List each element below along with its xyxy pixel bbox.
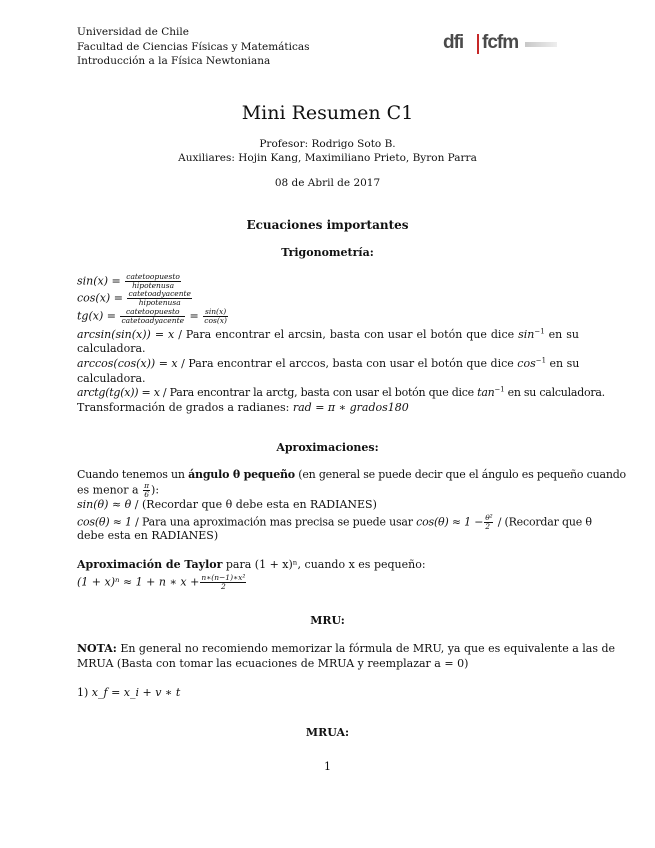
logo-dfi-text: dfi (443, 32, 464, 53)
subheading-mrua: MRUA: (305, 726, 350, 739)
formula-arctg: arctg(tg(x)) = x / Para encontrar la arctg, basta con usar el botón que dice $\tan^{-1}$ en su calculadora. (77, 385, 605, 399)
aprox-intro-cont: es menor a $\frac{\pi}{6}$ ): (77, 481, 160, 499)
formula-degrees-to-radians: Transformación de grados a radianes: rad = π ∗ grados180 (77, 401, 409, 414)
professor-line: Profesor: Rodrigo Soto B. (259, 138, 396, 150)
aprox-cos-cont: debe esta en RADIANES) (77, 529, 219, 542)
logo-faded-subtext (525, 42, 557, 47)
formula-arcsin-cont: calculadora. (77, 342, 146, 355)
formula-arccos: arccos(cos(x)) = x / Para encontrar el arccos, basta con usar el botón que dice $\cos^{-1}$ en su (77, 356, 580, 370)
logo-fcfm-text: fcfm (482, 32, 519, 53)
aprox-cos: cos(θ) ≈ 1 / Para una aproximación mas precisa se puede usar cos(θ) ≈ 1 − $\frac{\text{θ²}}{2}$ / (Recordar que θ (77, 513, 592, 531)
mru-note: NOTA: En general no recomiendo memorizar la fórmula de MRU, ya que es equivalente a las de (77, 642, 616, 655)
mru-note-cont: MRUA (Basta con tomar las ecuaciones de MRUA y reemplazar a = 0) (77, 657, 469, 670)
formula-arccos-cont: calculadora. (77, 372, 146, 385)
formula-cos: cos(x) = $\frac{\text{catetoadyacente}}{\text{hipotenusa}}$ (77, 289, 191, 307)
formula-sin: sin(x) = $\frac{\text{catetoopuesto}}{\text{hipotenusa}}$ (77, 272, 180, 290)
header-university: Universidad de Chile (77, 26, 189, 38)
logo-divider-bar (477, 34, 479, 54)
dfi-fcfm-logo (443, 32, 563, 58)
subheading-trigonometria: Trigonometría: (281, 246, 374, 259)
header-course: Introducción a la Física Newtoniana (77, 55, 271, 67)
header-faculty: Facultad de Ciencias Físicas y Matemáticas (77, 41, 310, 53)
page-title: Mini Resumen C1 (241, 102, 414, 124)
page-number: 1 (324, 760, 331, 773)
mru-equation: 1) x_f = x_i + v ∗ t (77, 686, 181, 699)
aprox-sin: sin(θ) ≈ θ / (Recordar que θ debe esta en RADIANES) (77, 498, 377, 511)
taylor-formula: (1 + x)ⁿ ≈ 1 + n ∗ x + $\frac{\text{n∗(n−1)∗x²}}{2}$ (77, 573, 246, 591)
formula-tg: tg(x) = $\frac{\text{catetoopuesto}}{\text{catetoadyacente}}$ = $\frac{\sin(x)}{\cos(x)}$ (77, 307, 227, 325)
formula-arcsin: arcsin(sin(x)) = x / Para encontrar el arcsin, basta con usar el botón que dice $\sin^{-1}$ en su (77, 327, 579, 341)
taylor-heading: Aproximación de Taylor para (1 + x)ⁿ, cuando x es pequeño: (77, 558, 426, 571)
date-line: 08 de Abril de 2017 (274, 177, 381, 189)
assistants-line: Auxiliares: Hojin Kang, Maximiliano Prieto, Byron Parra (178, 152, 477, 164)
subheading-mru: MRU: (310, 614, 345, 627)
subheading-aproximaciones: Aproximaciones: (276, 441, 379, 454)
section-heading-ecuaciones: Ecuaciones importantes (246, 218, 409, 232)
aprox-intro: Cuando tenemos un ángulo θ pequeño (en general se puede decir que el ángulo es pequeño cuando (77, 468, 626, 481)
